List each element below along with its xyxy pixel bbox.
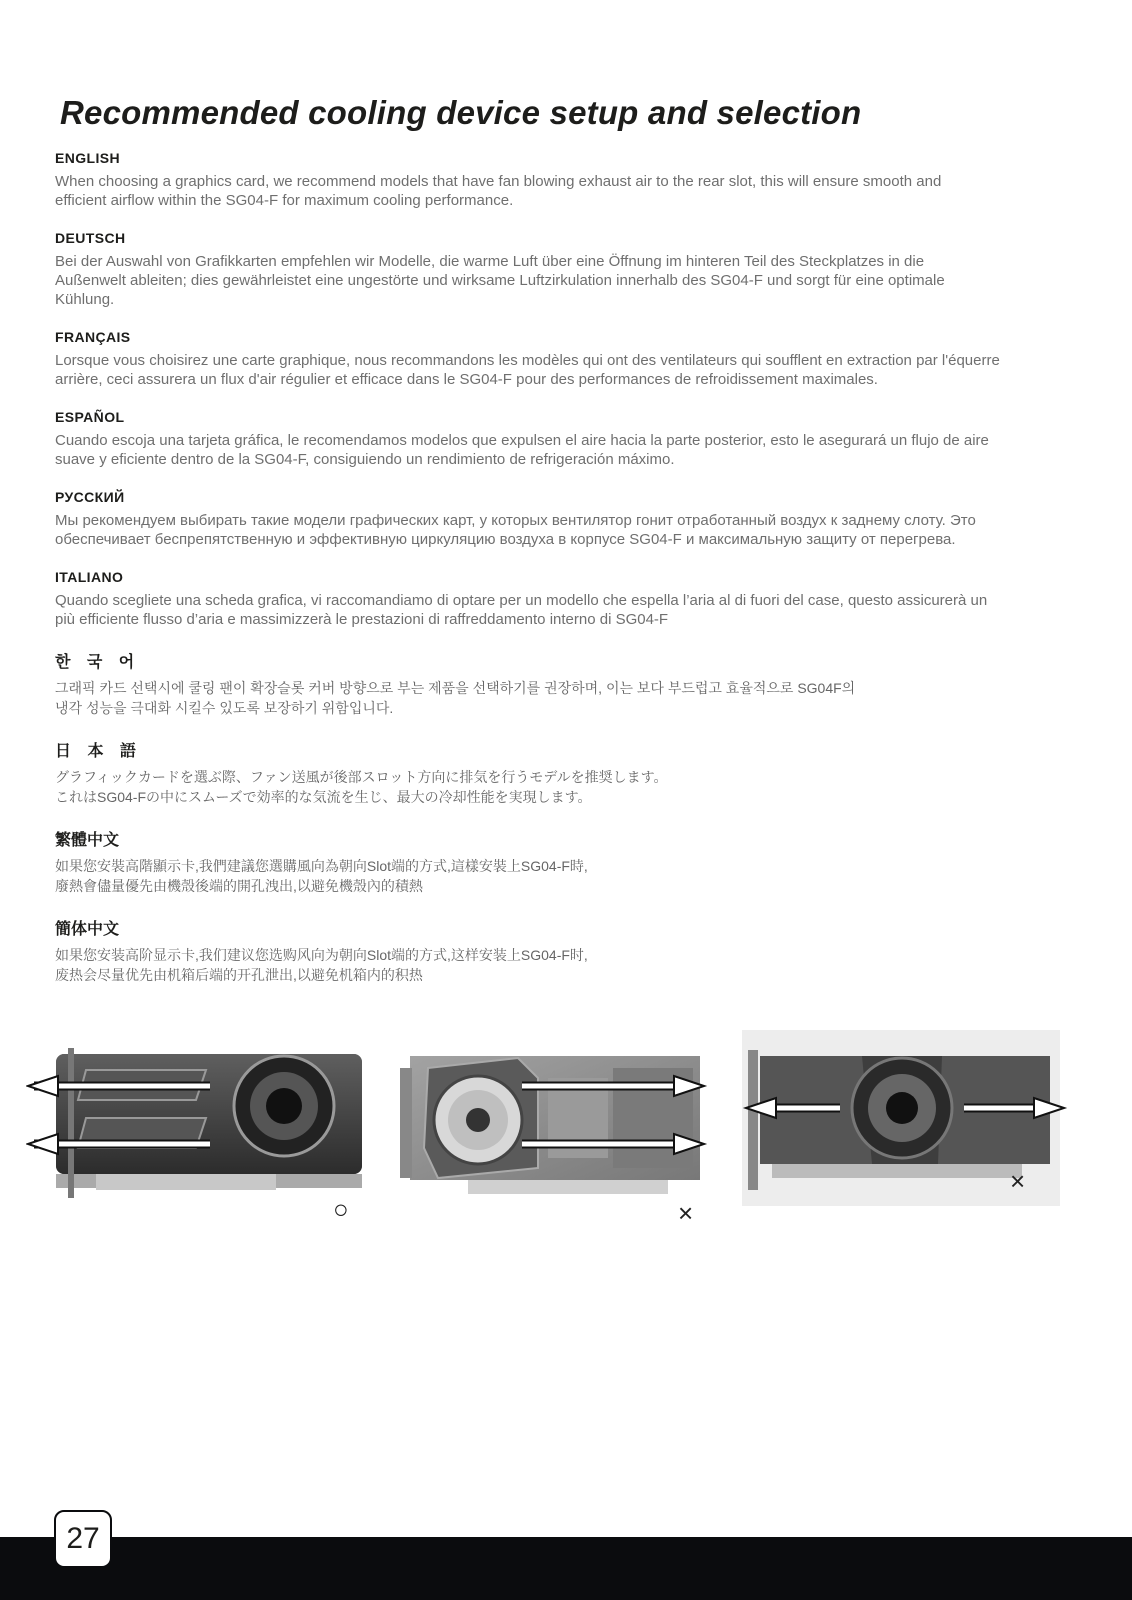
section-simplified-chinese — [55, 916, 1055, 985]
section-english — [55, 150, 1055, 210]
section-heading: DEUTSCH — [55, 230, 126, 246]
page-number: 27 — [54, 1510, 112, 1568]
section-text: Cuando escoja una tarjeta gráfica, le recomendamos modelos que expulsen el aire hacia la parte posterior, esto le asegurará un flujo de aire suave y eficiente dentro de la SG04-F, consiguiendo un rendimiento de refrigeración máximo. — [55, 432, 989, 468]
not-recommended-mark: × — [1010, 1166, 1026, 1196]
page-title: Recommended cooling device setup and selection — [60, 94, 862, 131]
language-sections — [55, 150, 1055, 1005]
section-text: 如果您安裝高階顯示卡,我們建議您選購風向為朝向Slot端的方式,這樣安裝上SG04-F時, 廢熱會儘量優先由機殼後端的開孔洩出,以避免機殼內的積熱 — [55, 858, 588, 894]
section-deutsch — [55, 230, 1055, 309]
section-heading: 簡体中文 — [55, 921, 120, 938]
graphics-card-figures — [0, 1040, 1132, 1240]
section-heading: РУССКИЙ — [55, 489, 125, 505]
section-espanol — [55, 409, 1055, 469]
section-italiano — [55, 569, 1055, 629]
footer-bar — [0, 1537, 1132, 1600]
section-russian — [55, 489, 1055, 549]
recommended-mark: ○ — [333, 1194, 349, 1224]
section-japanese — [55, 738, 1055, 807]
section-text: Bei der Auswahl von Grafikkarten empfehlen wir Modelle, die warme Luft über eine Öffnung im hinteren Teil des Steckplatzes in die Außenwelt ableiten; dies gewährleistet eine ungestörte und wirksame Luftzirkulation innerhalb des SG04-F und sorgt für eine optimale Kühlung. — [55, 253, 945, 308]
section-text: Lorsque vous choisirez une carte graphique, nous recommandons les modèles qui ont des ventilateurs qui soufflent en extraction par l'équerre arrière, ceci assurera un flux d'air régulier et efficace dans le SG04-F pour des performances de refroidissement maximales. — [55, 352, 1000, 388]
section-heading: ESPAÑOL — [55, 409, 125, 425]
section-traditional-chinese — [55, 827, 1055, 896]
section-heading: 日 本 語 — [55, 743, 142, 760]
section-korean — [55, 649, 1055, 718]
section-text: Мы рекомендуем выбирать такие модели графических карт, у которых вентилятор гонит отработанный воздух к заднему слоту. Это обеспечивает беспрепятственную и эффективную циркуляцию воздуха в корпусе SG04-F и максимальную защиту от перегрева. — [55, 512, 976, 548]
section-text: 그래픽 카드 선택시에 쿨링 팬이 확장슬롯 커버 방향으로 부는 제품을 선택하기를 권장하며, 이는 보다 부드럽고 효율적으로 SG04F의 냉각 성능을 극대화 시킬수 있도록 보장하기 위함입니다. — [55, 680, 856, 716]
section-heading: FRANÇAIS — [55, 329, 131, 345]
section-heading: 한 국 어 — [55, 654, 141, 671]
section-text: Quando scegliete una scheda grafica, vi raccomandiamo di optare per un modello che espella l’aria al di fuori del case, questo assicurerà un più efficiente flusso d’aria e massimizzerà le prestazioni di raffreddamento interno di SG04-F — [55, 592, 988, 628]
not-recommended-mark: × — [678, 1198, 694, 1228]
section-text: 如果您安装高阶显示卡,我们建议您选购风向为朝向Slot端的方式,这样安装上SG04-F时, 废热会尽量优先由机箱后端的开孔泄出,以避免机箱内的积热 — [55, 947, 588, 983]
section-heading: 繁體中文 — [55, 832, 120, 849]
section-heading: ENGLISH — [55, 150, 121, 166]
section-francais — [55, 329, 1055, 389]
section-text: グラフィックカードを選ぶ際、ファン送風が後部スロット方向に排気を行うモデルを推奨します。 これはSG04-Fの中にスムーズで効率的な気流を生じ、最大の冷却性能を実現します。 — [55, 769, 668, 805]
blower-card-image — [26, 1040, 366, 1224]
open-fan-card-image — [398, 1048, 718, 1218]
section-text: When choosing a graphics card, we recommend models that have fan blowing exhaust air to the rear slot, this will ensure smooth and efficient airflow within the SG04-F for maximum cooling performance. — [55, 173, 942, 209]
section-heading: ITALIANO — [55, 569, 124, 585]
